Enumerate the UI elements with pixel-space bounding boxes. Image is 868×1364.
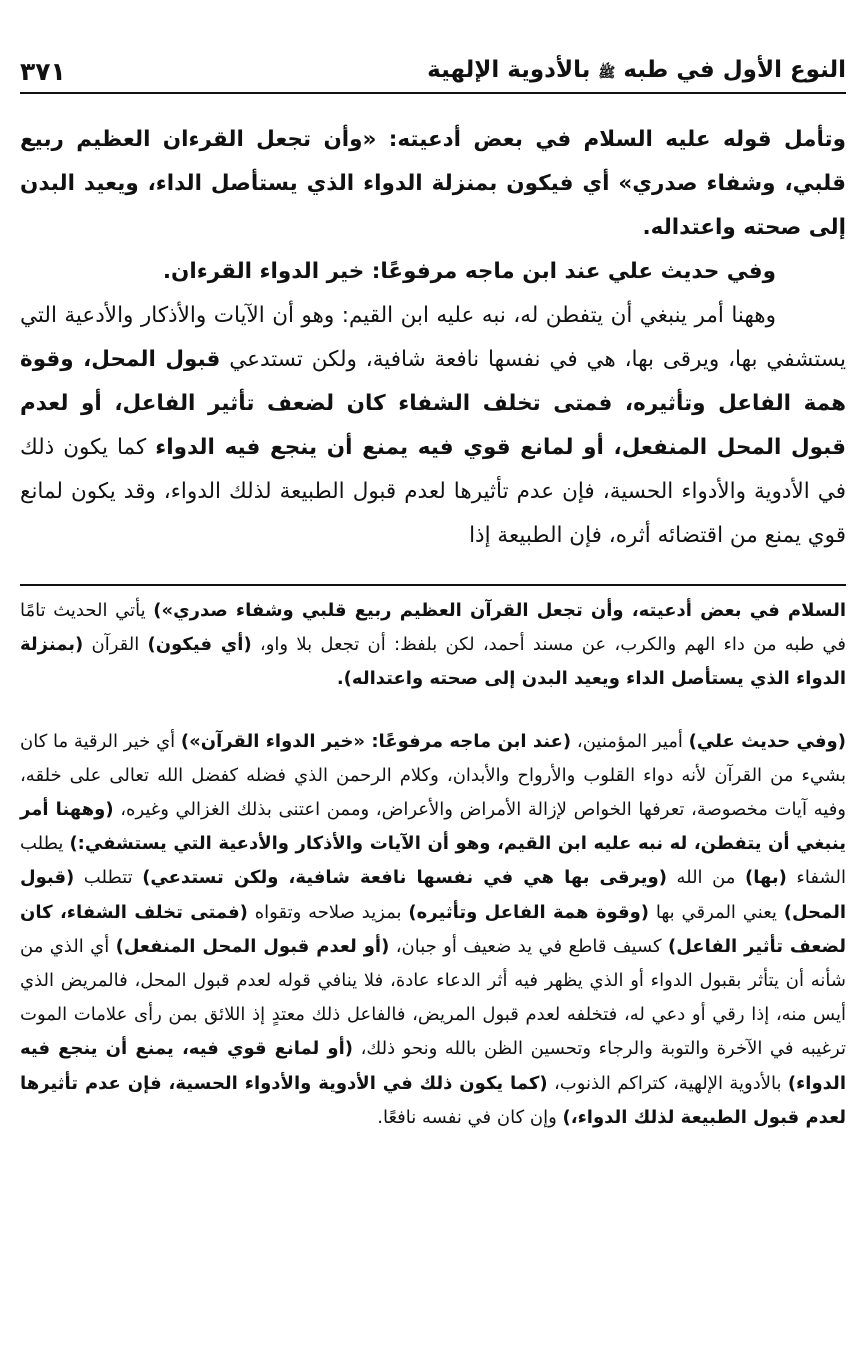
chapter-title-end: بالأدوية الإلهية (427, 57, 591, 83)
commentary-paragraph-2 (20, 725, 846, 1135)
comment: وإن كان في نفسه نافعًا. (377, 1106, 563, 1128)
quote: (عند ابن ماجه مرفوعًا: «خير الدواء القرآن») (180, 730, 572, 752)
pbuh-ligature: ﷺ (598, 65, 616, 81)
paragraph-gap (20, 697, 846, 725)
comment: بمزيد صلاحه وتقواه (247, 901, 409, 923)
page-number: ٣٧١ (20, 57, 66, 86)
comment: القرآن (83, 634, 148, 656)
quote: (وههنا أمر ينبغي أن يتفطن، له نبه عليه ابن القيم، وهو أن الآيات والأذكار والأدعية التي يستشفي:) (20, 799, 846, 855)
quote: (أو لعدم قبول المحل المنفعل) (115, 935, 390, 957)
comment: أمير المؤمنين، (571, 730, 689, 752)
comment: يطلب الشفاء (20, 833, 846, 889)
quote: (بها) (745, 867, 787, 889)
quote: (قبول المحل) (20, 867, 847, 923)
comment: أي الذي من شأنه أن يتأثر بقبول الدواء أو الذي يظهر فيه أثر الدعاء عادة، فلا ينافي قوله لعدم قبول المحل، فالمريض الذي أيس منه، إذا رقي أو دعي له، فتخلفه لعدم قبول المريض، فالفاعل ذلك معتدٍ إذ اللائق بمن رأى علامات الموت ترغيبه في الآخرة والتوبة والرجاء وتحسين الظن بالله ونحو ذلك، (20, 935, 846, 1060)
quote: (بمنزلة الدواء الذي يستأصل الداء ويعيد البدن إلى صحته واعتداله). (20, 634, 846, 690)
footnote-separator (20, 584, 846, 586)
quote: (ويرقى بها هي في نفسها نافعة شافية، ولكن تستدعي) (142, 867, 667, 889)
comment: من الله (666, 867, 745, 889)
main-paragraph-1: وتأمل قوله عليه السلام في بعض أدعيته: «وأن تجعل القرءان العظيم ربيع قلبي، وشفاء صدري» أي فيكون بمنزلة الدواء الذي يستأصل الداء، ويعيد البدن إلى صحته واعتداله. (20, 127, 846, 240)
quote: (وقوة همة الفاعل وتأثيره) (408, 901, 650, 923)
chapter-title (427, 57, 846, 92)
chapter-title-text: النوع الأول في طبه (623, 57, 846, 83)
comment: بالأدوية الإلهية، كتراكم الذنوب، (547, 1072, 788, 1094)
main-paragraph-3-light: وههنا أمر ينبغي أن يتفطن له، نبه عليه ابن القيم: وهو أن الآيات والأذكار والأدعية التي يستشفي بها، ويرقى بها، هي في نفسها نافعة شافية، ولكن تستدعي (20, 303, 846, 372)
quote: (وفي حديث علي) (688, 730, 846, 752)
comment: كسيف قاطع في يد ضعيف أو جبان، (389, 935, 668, 957)
quote: (أو لمانع قوي فيه، يمنع أن ينجع فيه الدواء) (20, 1038, 846, 1094)
quote: (فمتى تخلف الشفاء، كان لضعف تأثير الفاعل) (20, 901, 847, 957)
commentary-paragraph-1 (20, 594, 846, 697)
comment: يأتي الحديث تامًا في طبه من داء الهم والكرب، عن مسند أحمد، لكن بلفظ: أن تجعل بلا واو، (20, 600, 847, 656)
running-header (20, 50, 846, 94)
quote: السلام في بعض أدعيته، وأن تجعل القرآن العظيم ربيع قلبي وشفاء صدري») (153, 600, 847, 621)
main-paragraph-2: وفي حديث علي عند ابن ماجه مرفوعًا: خير الدواء القرءان. (162, 259, 776, 284)
comment: تتطلب (74, 867, 143, 889)
comment: يعني المرقي بها (649, 901, 784, 923)
main-paragraph-3-rest: كما يكون ذلك في الأدوية والأدواء الحسية، فإن عدم تأثيرها لعدم قبول الطبيعة لذلك الدواء، وقد يكون لمانع قوي يمنع من اقتضائه أثره، فإن الطبيعة إذا (20, 435, 846, 548)
comment: أي خير الرقية ما كان بشيء من القرآن لأنه دواء القلوب والأرواح والأبدان، وكلام الرحمن الذي فضله كفضل الله تعالى على خلقه، وفيه آيات مخصوصة، تعرفها الخواص لإزالة الأمراض والأعراض، وممن اعتنى بذلك الغزالي وغيره، (20, 730, 846, 821)
main-paragraph-3 (20, 294, 846, 558)
main-paragraph-3-bold: قبول المحل، وقوة همة الفاعل وتأثيره، فمتى تخلف الشفاء كان لضعف تأثير الفاعل، أو لعدم قبول المحل المنفعل، أو لمانع قوي فيه يمنع أن ينجع فيه الدواء (20, 347, 846, 460)
quote: (أي فيكون) (147, 634, 252, 656)
quote: (كما يكون ذلك في الأدوية والأدواء الحسية، فإن عدم تأثيرها لعدم قبول الطبيعة لذلك الدواء،) (20, 1072, 846, 1128)
main-text (20, 118, 846, 558)
commentary-text (20, 594, 846, 1135)
